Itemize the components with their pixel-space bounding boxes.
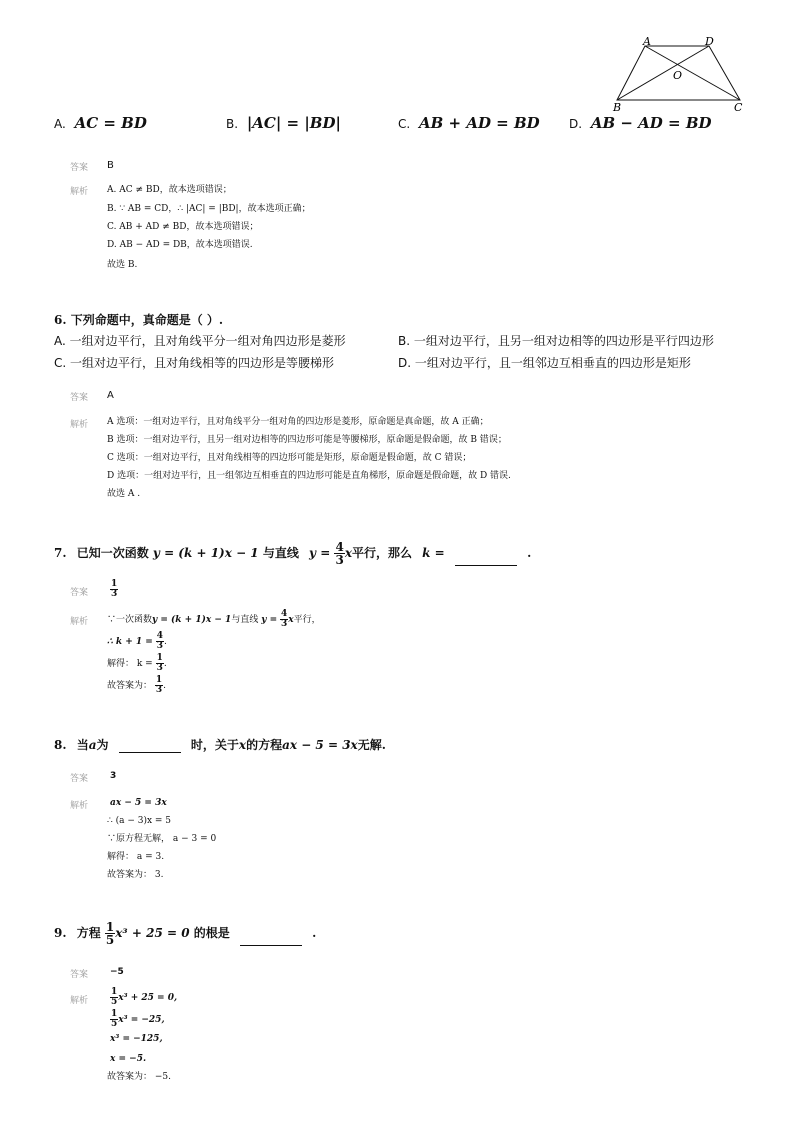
q8-stem: 8. 当a为 时，关于x的方程ax − 5 = 3x无解. — [54, 738, 386, 752]
q5-analysis-line-3: C. AB + AD ≠ BD，故本选项错误； — [107, 222, 259, 232]
q5-analysis-line-4: D. AB − AD = DB，故本选项错误. — [107, 240, 253, 250]
q7-fraction: $\frac{4}{3}$ — [335, 540, 344, 567]
q9-analysis-line-1: $\frac{1}{5}$ x³ + 25 = 0, — [111, 987, 178, 1007]
q6-choice-c: C. 一组对边平行，且对角线相等的四边形是等腰梯形 — [54, 356, 335, 370]
q6-choice-b: B. 一组对边平行，且另一组对边相等的四边形是平行四边形 — [398, 334, 714, 348]
q5-option-d-expr: AB − AD = BD — [590, 114, 712, 132]
q5-analysis-line-2: B. ∵ AB = CD，∴ |AC| = |BD|，故本选项正确； — [107, 204, 311, 214]
point-o-label: O — [673, 69, 683, 82]
q9-analysis-line-2: $\frac{1}{5}$ x³ = −25, — [111, 1009, 165, 1029]
q5-answer-value: B — [107, 160, 114, 171]
q9-stem: 9. 方程 $\frac{1}{5}$ x³ + 25 = 0 的根是 . — [54, 920, 317, 947]
q8-analysis-line-4: 解得： a = 3. — [107, 852, 165, 862]
q7-answer-label: 答案 — [70, 588, 89, 598]
q7-analysis-line-3: 解得： k = $\frac{1}{3}$ . — [107, 653, 167, 673]
q9-analysis-line-5: 故答案为： −5. — [107, 1072, 171, 1082]
q7-analysis-line-4: 故答案为： $\frac{1}{3}$ . — [107, 675, 167, 695]
q9-answer-blank[interactable] — [240, 945, 302, 946]
q8-analysis-label: 解析 — [70, 801, 89, 811]
q7-analysis-label: 解析 — [70, 617, 89, 627]
q8-analysis-line-1: ax − 5 = 3x — [110, 798, 167, 808]
q8-answer-value: 3 — [110, 771, 117, 781]
q6-stem: 6. 下列命题中，真命题是（ ）. — [54, 313, 224, 327]
point-a-label: A — [643, 36, 651, 48]
q6-choice-a: A. 一组对边平行，且对角线平分一组对角四边形是菱形 — [54, 334, 346, 348]
q7-answer-blank[interactable] — [455, 565, 517, 566]
q7-analysis-line-1: ∵一次函数y = (k + 1)x − 1与直线 y = $\frac{4}{3}$ x平行， — [107, 609, 321, 629]
q5-option-c: C. AB + AD = BD — [398, 114, 540, 132]
q6-analysis-line-5: 故选 A . — [107, 489, 141, 499]
q7-answer-value: $\frac{1}{3}$ — [111, 579, 118, 599]
q9-analysis-line-3: x³ = −125, — [110, 1034, 163, 1044]
diagonal-ac — [645, 46, 740, 100]
q5-option-b-expr: |AC| = |BD| — [246, 114, 341, 132]
q9-fraction: $\frac{1}{5}$ — [105, 920, 115, 947]
point-d-label: D — [705, 36, 714, 48]
q6-answer-label: 答案 — [70, 393, 89, 403]
q5-option-c-expr: AB + AD = BD — [418, 114, 540, 132]
q9-answer-label: 答案 — [70, 970, 89, 980]
q8-analysis-line-3: ∵原方程无解， a − 3 = 0 — [107, 834, 217, 844]
q8-answer-label: 答案 — [70, 774, 89, 784]
q5-option-b: B. |AC| = |BD| — [226, 114, 341, 132]
q5-analysis-line-1: A. AC ≠ BD，故本选项错误； — [107, 185, 232, 195]
q9-analysis-line-4: x = −5. — [110, 1054, 147, 1064]
q6-analysis-line-2: B 选项：一组对边平行，且另一组对边相等的四边形可能是等腰梯形，原命题是假命题，故 B 错误； — [107, 435, 507, 445]
q5-option-d: D. AB − AD = BD — [569, 114, 712, 132]
trapezoid-figure — [605, 36, 755, 114]
q8-analysis-line-2: ∴ (a − 3)x = 5 — [107, 816, 172, 826]
q5-answer-label: 答案 — [70, 163, 89, 173]
q7-analysis-line-2: ∴ k + 1 = $\frac{4}{3}$ . — [107, 631, 167, 651]
point-c-label: C — [734, 101, 743, 114]
q6-choice-d: D. 一组对边平行，且一组邻边互相垂直的四边形是矩形 — [398, 356, 691, 370]
q6-analysis-line-3: C 选项：一组对边平行，且对角线相等的四边形可能是矩形，原命题是假命题，故 C 错误； — [107, 453, 472, 463]
q6-answer-value: A — [107, 390, 114, 401]
q5-option-a: A. AC = BD — [54, 114, 147, 132]
q8-analysis-line-5: 故答案为： 3. — [107, 870, 164, 880]
q5-analysis-label: 解析 — [70, 187, 89, 197]
q6-analysis-line-4: D 选项：一组对边平行，且一组邻边互相垂直的四边形可能是直角梯形，原命题是假命题，故 D 错误. — [107, 471, 511, 481]
q5-analysis-line-5: 故选 B. — [107, 260, 138, 270]
q9-answer-value: −5 — [110, 967, 124, 977]
q9-analysis-label: 解析 — [70, 996, 89, 1006]
q6-analysis-line-1: A 选项：一组对边平行，且对角线平分一组对角的四边形是菱形，原命题是真命题，故 A 正确； — [107, 417, 489, 427]
q7-stem: 7. 已知一次函数 y = (k + 1)x − 1 与直线 y = $\frac{4}{3}$ x平行，那么 k = . — [54, 540, 532, 567]
point-b-label: B — [613, 101, 622, 114]
q8-answer-blank[interactable] — [119, 752, 181, 753]
q5-option-a-expr: AC = BD — [74, 114, 147, 132]
q6-analysis-label: 解析 — [70, 420, 89, 430]
